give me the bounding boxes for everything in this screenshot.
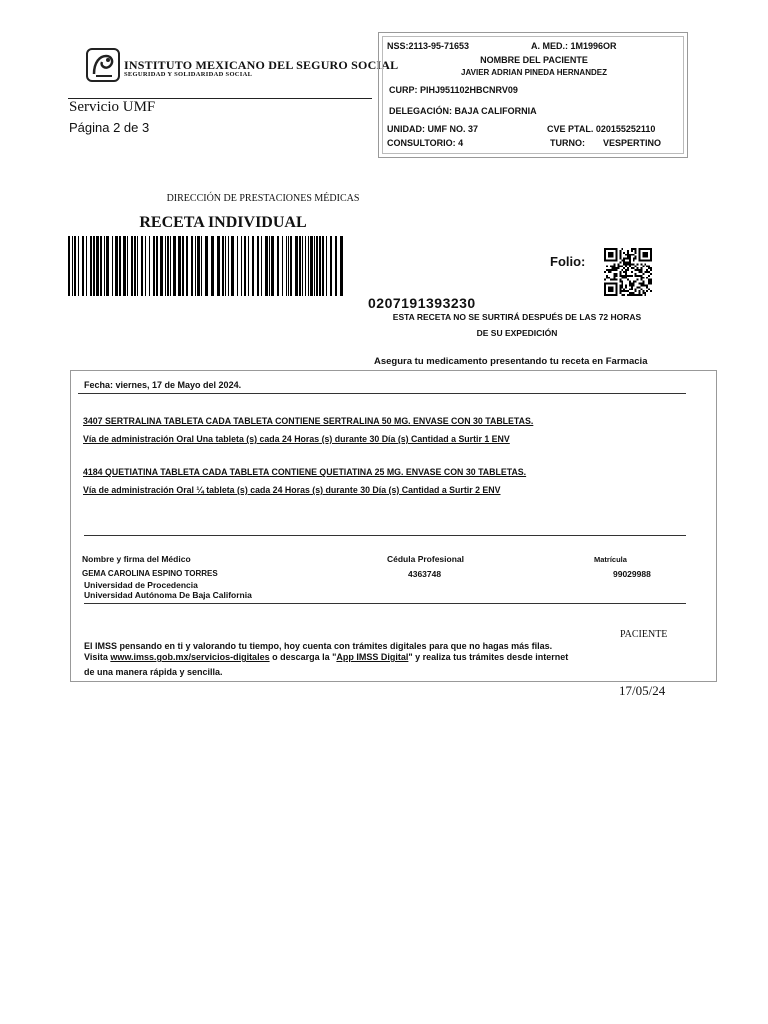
curp: CURP: PIHJ951102HBCNRV09 [389,85,518,95]
descarga-text: o descarga la " [269,652,337,662]
cedula-number: 4363748 [408,569,442,579]
app-imss-link[interactable]: App IMSS Digital [336,652,409,662]
rest-text: " y realiza tus trámites desde internet [408,652,569,662]
medication-1-instructions: Vía de administración Oral Una tableta (s) cada 24 Horas (s) durante 30 Día (s) Cantidad a Surtir 1 ENV [83,434,510,444]
cve-ptal: CVE PTAL. 020155252110 [547,124,656,134]
procedencia-label: Universidad de Procedencia [84,580,198,590]
expiry-notice-line1: ESTA RECETA NO SE SURTIRÁ DESPUÉS DE LAS 72 HORAS [392,312,642,322]
imss-logo [86,48,399,86]
footer-divider [84,603,686,604]
imss-message-line1: El IMSS pensando en ti y valorando tu tiempo, hoy cuenta con trámites digitales para que no hagas más filas. [84,641,553,651]
universidad: Universidad Autónoma De Baja California [84,590,252,600]
consultorio: CONSULTORIO: 4 [387,138,464,148]
medication-1-description: 3407 SERTRALINA TABLETA CADA TABLETA CONTIENE SERTRALINA 50 MG. ENVASE CON 30 TABLETAS. [83,416,534,426]
visita-text: Visita [84,652,111,662]
imss-message-line2 [84,652,568,662]
doctor-name: GEMA CAROLINA ESPINO TORRES [82,569,218,578]
service-label: Servicio UMF [69,99,156,115]
pharmacy-note: Asegura tu medicamento presentando tu receta en Farmacia [374,356,648,367]
barcode-icon [68,236,346,296]
institution-name: INSTITUTO MEXICANO DEL SEGURO SOCIAL [124,58,399,72]
unidad: UNIDAD: UMF NO. 37 [387,124,479,134]
patient-name: JAVIER ADRIAN PINEDA HERNANDEZ [461,68,607,77]
doctor-name-label: Nombre y firma del Médico [82,554,191,564]
matricula-number: 99029988 [613,569,651,579]
imss-emblem-icon [86,48,120,82]
turno-label: TURNO: [550,138,585,148]
delegacion: DELEGACIÓN: BAJA CALIFORNIA [389,106,537,116]
a-med: A. MED.: 1M1996OR [531,41,617,51]
imss-digital-link[interactable]: www.imss.gob.mx/servicios-digitales [110,652,270,662]
matricula-label: Matrícula [594,555,627,564]
turno: VESPERTINO [603,138,662,148]
medication-2-instructions: Vía de administración Oral ¼ tableta (s) cada 24 Horas (s) durante 30 Día (s) Cantidad a Surtir 2 ENV [83,485,501,495]
qr-code-icon [604,248,652,296]
imss-message-line3: de una manera rápida y sencilla. [84,667,223,677]
cedula-label: Cédula Profesional [387,554,464,564]
institution-tagline: SEGURIDAD Y SOLIDARIDAD SOCIAL [124,71,253,78]
direccion-title: DIRECCIÓN DE PRESTACIONES MÉDICAS [166,193,360,204]
nss: NSS:2113-95-71653 [387,41,470,51]
page-indicator: Página 2 de 3 [69,120,150,135]
issue-date: 17/05/24 [619,683,666,698]
copy-label: PACIENTE [620,629,668,640]
patient-info-box [378,32,688,158]
receta-title: RECETA INDIVIDUAL [139,214,307,231]
prescription-date: Fecha: viernes, 17 de Mayo del 2024. [84,380,242,390]
folio-number: 0207191393230 [368,295,476,311]
date-divider [78,393,686,394]
signature-divider [84,535,686,536]
patient-name-label: NOMBRE DEL PACIENTE [480,55,588,65]
folio-label: Folio: [550,254,586,269]
expiry-notice-line2: DE SU EXPEDICIÓN [476,328,558,338]
medication-2-description: 4184 QUETIATINA TABLETA CADA TABLETA CONTIENE QUETIATINA 25 MG. ENVASE CON 30 TABLETAS. [83,467,527,477]
